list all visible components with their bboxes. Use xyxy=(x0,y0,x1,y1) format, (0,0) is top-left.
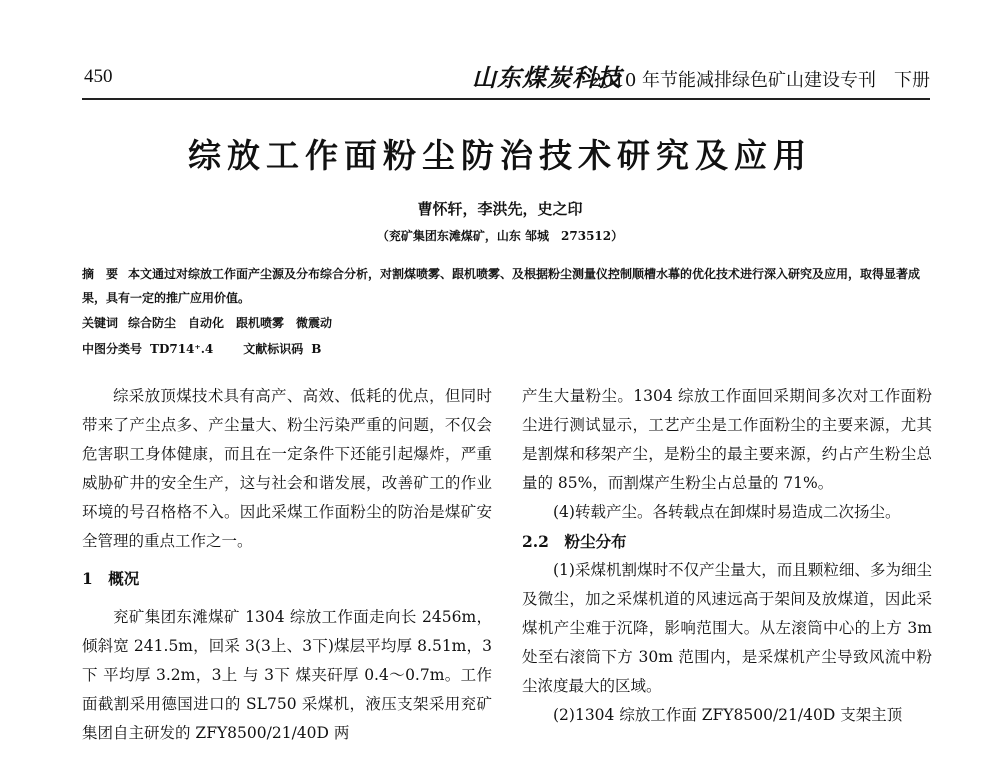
dust-source-paragraph: 产生大量粉尘。1304 综放工作面回采期间多次对工作面粉尘进行测试显示，工艺产尘是工作面粉尘的主要来源，尤其是割煤和移架产尘，是粉尘的最主要来源，约占产生粉尘总量的 85%，而割煤产生粉尘占总量的 71%。 xyxy=(522,387,932,492)
classification-line xyxy=(82,340,329,357)
doc-code-label: 文献标识码 xyxy=(243,342,304,356)
keywords-text: 综合防尘 自动化 跟机喷雾 微震动 xyxy=(128,316,333,330)
intro-paragraph: 综采放顶煤技术具有高产、高效、低耗的优点，但同时带来了产尘点多、产尘量大、粉尘污染严重的问题，不仅会危害职工身体健康，而且在一定条件下还能引起爆炸，严重威胁矿井的安全生产，这与社会和谐发展，改善矿工的作业环境的号召格格不入。因此采煤工作面粉尘的防治是煤矿安全管理的重点工作之一。 xyxy=(82,387,492,550)
page-number: 450 xyxy=(84,66,113,87)
author-list: 曹怀轩，李洪先，史之印 xyxy=(417,200,583,218)
section-heading-overview: 1 概况 xyxy=(82,569,140,588)
doc-code-value: B xyxy=(311,342,322,356)
header-rule xyxy=(82,98,930,100)
affiliation: （兖矿集团东滩煤矿，山东 邹城 273512） xyxy=(376,229,624,243)
right-column xyxy=(522,382,932,730)
keywords xyxy=(82,314,332,331)
clc-value: TD714⁺.4 xyxy=(150,342,214,356)
journal-issue-info: 2010 年节能减排绿色矿山建设专刊 下册 xyxy=(590,70,930,91)
overview-paragraph: 兖矿集团东滩煤矿 1304 综放工作面走向长 2456m，倾斜宽 241.5m，回采 3(3上、3下)煤层平均厚 8.51m，3下 平均厚 3.2m，3上 与 3下 煤夹矸厚 0.4～0.7m。工作面截割采用德国进口的 SL750 采煤机，液压支架采用兖矿集团自主研发的 ZFY8500/21/40D 两 xyxy=(82,608,492,742)
page-header xyxy=(60,58,940,98)
subsection-heading-dust-distribution: 2.2 粉尘分布 xyxy=(522,532,627,551)
transfer-dust-paragraph: (4)转载产尘。各转载点在卸煤时易造成二次扬尘。 xyxy=(553,503,901,521)
abstract-text: 本文通过对综放工作面产尘源及分布综合分析，对割煤喷雾、跟机喷雾、及根据粉尘测量仪控制顺槽水幕的优化技术进行深入研究及应用，取得显著成果，具有一定的推广应用价值。 xyxy=(82,267,921,305)
shearer-dust-paragraph: (1)采煤机割煤时不仅产尘量大，而且颗粒细、多为细尘及微尘，加之采煤机道的风速远高于架间及放煤道，因此采煤机产尘难于沉降，影响范围大。从左滚筒中心的上方 3m 处至右滚筒下方 30m 范围内，是采煤机产尘导致风流中粉尘浓度最大的区域。 xyxy=(522,561,932,695)
paper-title: 综放工作面粉尘防治技术研究及应用 xyxy=(188,136,812,175)
support-paragraph: (2)1304 综放工作面 ZFY8500/21/40D 支架主顶 xyxy=(553,706,903,724)
journal-logo: 山东煤炭科技 xyxy=(472,63,622,92)
abstract-label: 摘 要 xyxy=(82,267,119,281)
clc-label: 中图分类号 xyxy=(82,342,143,356)
keywords-label: 关键词 xyxy=(82,316,119,330)
abstract xyxy=(82,262,932,310)
left-column xyxy=(82,382,492,748)
